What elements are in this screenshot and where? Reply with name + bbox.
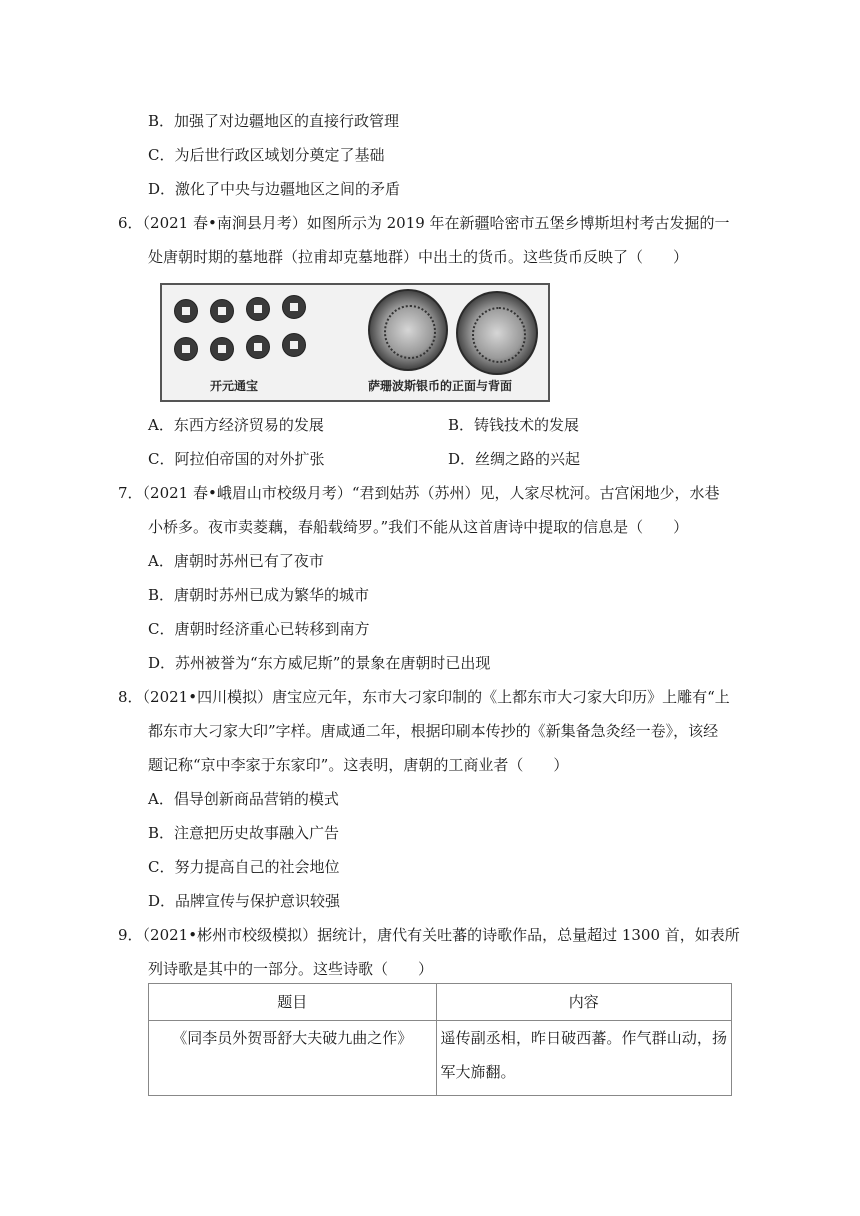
- q6-stem-line2: 处唐朝时期的墓地群（拉甫却克墓地群）中出土的货币。这些货币反映了（ ）: [148, 248, 689, 266]
- kaiyuan-coin: [246, 335, 270, 359]
- kaiyuan-coin: [174, 299, 198, 323]
- q8-option-d: D．品牌宣传与保护意识较强: [148, 892, 341, 910]
- table-cell-content: 遥传副丞相，昨日破西蕃。作气群山动，扬军大旆翻。: [436, 1021, 731, 1096]
- q7-option-a: A．唐朝时苏州已有了夜市: [148, 552, 324, 570]
- kaiyuan-coin: [282, 295, 306, 319]
- q6-option-a: A．东西方经济贸易的发展: [148, 416, 324, 434]
- q8-option-a: A．倡导创新商品营销的模式: [148, 790, 339, 808]
- kaiyuan-coin: [174, 337, 198, 361]
- q7-stem-line2: 小桥多。夜市卖菱藕，春船载绮罗。”我们不能从这首唐诗中提取的信息是（ ）: [148, 518, 689, 536]
- table-header-title: 题目: [149, 984, 437, 1021]
- kaiyuan-coin: [246, 297, 270, 321]
- kaiyuan-coin: [210, 337, 234, 361]
- sasanian-caption: 萨珊波斯银币的正面与背面: [368, 379, 513, 393]
- kaiyuan-coin: [282, 333, 306, 357]
- q6-option-b: B．铸钱技术的发展: [448, 416, 580, 434]
- table-row: [149, 1021, 732, 1096]
- sasanian-coin-obverse: [368, 289, 448, 371]
- kaiyuan-coin: [210, 299, 234, 323]
- q9-stem-line2: 列诗歌是其中的一部分。这些诗歌（ ）: [148, 960, 434, 978]
- q8-stem-line2: 都东市大刁家大印”字样。唐咸通二年，根据印刷本传抄的《新集备急灸经一卷》，该经: [148, 722, 719, 740]
- sasanian-coin-reverse: [456, 291, 538, 375]
- kaiyuan-caption: 开元通宝: [210, 379, 259, 393]
- coins-figure: [160, 283, 550, 402]
- q7-option-b: B．唐朝时苏州已成为繁华的城市: [148, 586, 370, 604]
- q8-option-b: B．注意把历史故事融入广告: [148, 824, 340, 842]
- q7-stem-line1: 7．（2021 春•峨眉山市校级月考）“君到姑苏（苏州）见，人家尽枕河。古宫闲地少，水巷: [118, 484, 720, 502]
- q8-stem-line3: 题记称“京中李家于东家印”。这表明，唐朝的工商业者（ ）: [148, 756, 569, 774]
- table-cell-title: 《同李员外贺哥舒大夫破九曲之作》: [149, 1021, 437, 1096]
- q6-option-d: D．丝绸之路的兴起: [448, 450, 581, 468]
- q8-stem-line1: 8．（2021•四川模拟）唐宝应元年，东市大刁家印制的《上都东市大刁家大印历》上雕有“上: [118, 688, 730, 706]
- poem-table: [148, 983, 732, 1096]
- q5-option-c: C．为后世行政区域划分奠定了基础: [148, 146, 385, 164]
- q6-stem-line1: 6．（2021 春•南涧县月考）如图所示为 2019 年在新疆哈密市五堡乡博斯坦村考古发掘的一: [118, 214, 730, 232]
- q9-stem-line1: 9．（2021•彬州市校级模拟）据统计，唐代有关吐蕃的诗歌作品，总量超过 1300 首，如表所: [118, 926, 740, 944]
- table-header-row: [149, 984, 732, 1021]
- q7-option-d: D．苏州被誉为“东方威尼斯”的景象在唐朝时已出现: [148, 654, 491, 672]
- q6-option-c: C．阿拉伯帝国的对外扩张: [148, 450, 325, 468]
- q7-option-c: C．唐朝时经济重心已转移到南方: [148, 620, 370, 638]
- q8-option-c: C．努力提高自己的社会地位: [148, 858, 340, 876]
- q5-option-b: B．加强了对边疆地区的直接行政管理: [148, 112, 400, 130]
- table-header-content: 内容: [436, 984, 731, 1021]
- q5-option-d: D．激化了中央与边疆地区之间的矛盾: [148, 180, 401, 198]
